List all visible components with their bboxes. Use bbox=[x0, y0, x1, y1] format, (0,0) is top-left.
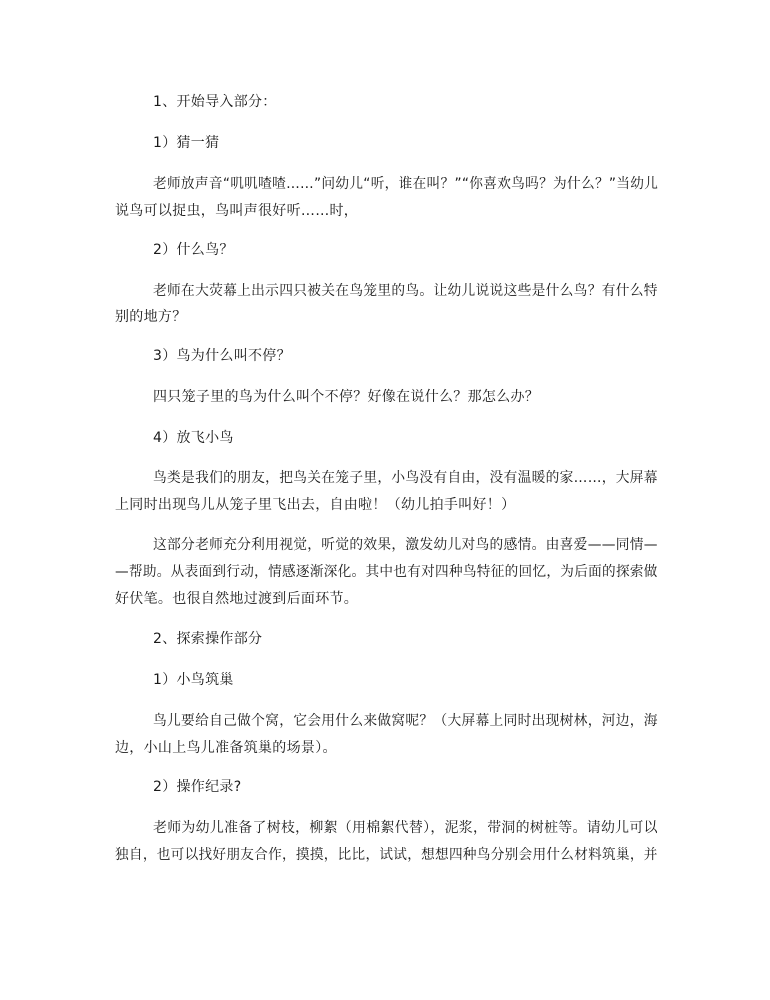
paragraph-line: 独自，也可以找好朋友合作，摸摸，比比，试试，想想四种鸟分别会用什么材料筑巢，并 bbox=[115, 847, 658, 863]
paragraph-line: 边，小山上鸟儿准备筑巢的场景）。 bbox=[115, 740, 337, 756]
paragraph-line: 鸟类是我们的朋友，把鸟关在笼子里，小鸟没有自由，没有温暖的家……，大屏幕 bbox=[153, 470, 658, 486]
paragraph-line: 鸟儿要给自己做个窝，它会用什么来做窝呢？（大屏幕上同时出现树林，河边，海 bbox=[153, 713, 658, 729]
section-heading-2: 2、探索操作部分 bbox=[153, 631, 263, 647]
paragraph-line: —帮助。从表面到行动，情感逐渐深化。其中也有对四种鸟特征的回忆，为后面的探索做 bbox=[115, 564, 658, 580]
paragraph-line: 上同时出现鸟儿从笼子里飞出去，自由啦！（幼儿拍手叫好！） bbox=[115, 497, 516, 513]
subheading-2-1: 1）小鸟筑巢 bbox=[153, 672, 234, 688]
subheading-1-3: 3）鸟为什么叫不停？ bbox=[153, 348, 291, 364]
paragraph-line: 好伏笔。也很自然地过渡到后面环节。 bbox=[115, 591, 359, 607]
subheading-1-1: 1）猜一猜 bbox=[153, 135, 220, 151]
paragraph-line: 老师放声音“叽叽喳喳……”问幼儿“听，谁在叫？”“你喜欢鸟吗？为什么？”当幼儿 bbox=[153, 176, 659, 192]
section-heading-1: 1、开始导入部分： bbox=[153, 94, 277, 110]
paragraph-line: 四只笼子里的鸟为什么叫个不停？好像在说什么？那怎么办？ bbox=[153, 389, 540, 405]
paragraph-line: 老师为幼儿准备了树枝，柳絮（用棉絮代替），泥浆，带洞的树桩等。请幼儿可以 bbox=[153, 820, 658, 836]
paragraph-line: 这部分老师充分利用视觉，听觉的效果，激发幼儿对鸟的感情。由喜爱——同情— bbox=[153, 537, 658, 553]
paragraph-line: 老师在大荧幕上出示四只被关在鸟笼里的鸟。让幼儿说说这些是什么鸟？有什么特 bbox=[153, 283, 658, 299]
subheading-1-4: 4）放飞小鸟 bbox=[153, 430, 234, 446]
subheading-1-2: 2）什么鸟？ bbox=[153, 242, 234, 258]
paragraph-line: 别的地方？ bbox=[115, 309, 187, 325]
paragraph-line: 说鸟可以捉虫，鸟叫声很好听……时， bbox=[115, 203, 359, 219]
subheading-2-2: 2）操作纪录? bbox=[153, 779, 242, 795]
